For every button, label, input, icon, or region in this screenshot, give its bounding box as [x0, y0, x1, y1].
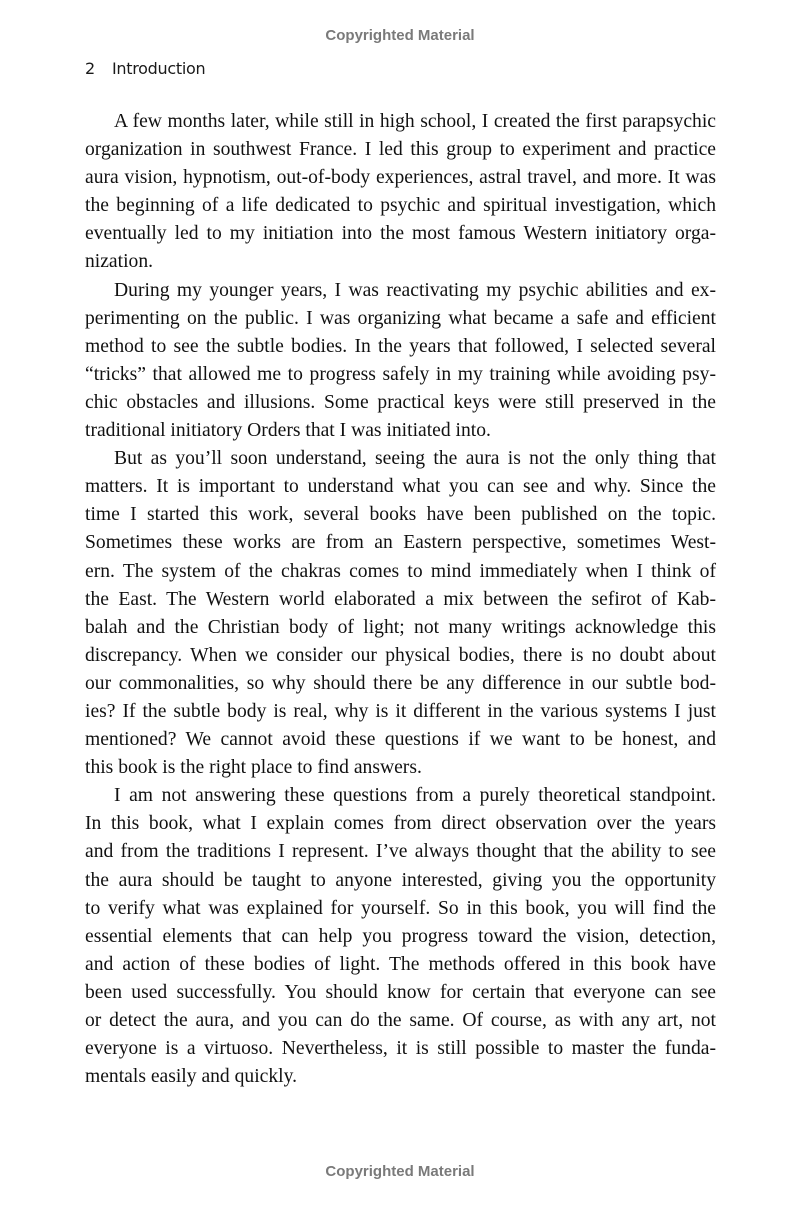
text-line: the beginning of a life dedicated to psychic and spiritual investigation, which: [85, 195, 716, 217]
text-line: eventually led to my initiation into the most famous Western initiatory orga-: [85, 223, 716, 245]
text-line: A few months later, while still in high school, I created the first parapsychic: [114, 111, 716, 132]
text-line: “tricks” that allowed me to progress safely in my training while avoiding psy-: [85, 363, 716, 385]
copyright-watermark-bottom: Copyrighted Material: [325, 1163, 475, 1180]
paragraph: [85, 782, 716, 1091]
text-line: essential elements that can help you progress toward the vision, detection,: [85, 925, 716, 947]
text-line: method to see the subtle bodies. In the years that followed, I selected several: [85, 335, 716, 357]
body-text: [85, 108, 716, 1091]
text-line: this book is the right place to find answers.: [85, 757, 422, 779]
running-head: [85, 59, 205, 78]
paragraph: [85, 108, 716, 277]
text-line: Sometimes these works are from an Eastern perspective, sometimes West-: [85, 532, 716, 554]
text-line: organization in southwest France. I led this group to experiment and practice: [85, 139, 716, 161]
text-line: time I started this work, several books have been published on the topic.: [85, 504, 716, 526]
text-line: balah and the Christian body of light; not many writings acknowledge this: [85, 616, 716, 638]
section-title: Introduction: [112, 59, 206, 78]
text-line: the aura should be taught to anyone interested, giving you the opportunity: [85, 869, 716, 891]
page-number: 2: [85, 59, 95, 78]
text-line: been used successfully. You should know for certain that everyone can see: [85, 981, 716, 1003]
text-line: to verify what was explained for yourself. So in this book, you will find the: [85, 897, 716, 919]
copyright-watermark-top: Copyrighted Material: [325, 27, 475, 44]
text-line: our commonalities, so why should there be any difference in our subtle bod-: [85, 672, 716, 694]
text-line: chic obstacles and illusions. Some practical keys were still preserved in the: [85, 391, 716, 413]
text-line: the East. The Western world elaborated a mix between the sefirot of Kab-: [85, 588, 716, 610]
text-line: ies? If the subtle body is real, why is it different in the various systems I just: [85, 700, 716, 722]
text-line: But as you’ll soon understand, seeing the aura is not the only thing that: [114, 448, 716, 470]
text-line: I am not answering these questions from a purely theoretical standpoint.: [114, 785, 716, 807]
text-line: During my younger years, I was reactivating my psychic abilities and ex-: [114, 279, 716, 301]
text-line: In this book, what I explain comes from direct observation over the years: [85, 813, 716, 835]
text-line: traditional initiatory Orders that I was initiated into.: [85, 420, 491, 442]
text-line: or detect the aura, and you can do the same. Of course, as with any art, not: [85, 1010, 716, 1031]
text-line: and from the traditions I represent. I’ve always thought that the ability to see: [85, 841, 716, 863]
text-line: aura vision, hypnotism, out-of-body experiences, astral travel, and more. It was: [85, 167, 716, 189]
text-line: perimenting on the public. I was organizing what became a safe and efficient: [85, 307, 716, 329]
paragraph: [85, 445, 716, 782]
text-line: and action of these bodies of light. The methods offered in this book have: [85, 953, 716, 975]
text-line: nization.: [85, 251, 154, 273]
text-line: mentioned? We cannot avoid these questions if we want to be honest, and: [85, 729, 716, 751]
text-line: mentals easily and quickly.: [85, 1066, 298, 1088]
paragraph: [85, 277, 716, 446]
text-line: everyone is a virtuoso. Nevertheless, it is still possible to master the funda-: [85, 1038, 716, 1060]
text-line: discrepancy. When we consider our physical bodies, there is no doubt about: [85, 644, 716, 666]
text-line: ern. The system of the chakras comes to mind immediately when I think of: [85, 560, 716, 582]
text-line: matters. It is important to understand what you can see and why. Since the: [85, 476, 716, 498]
